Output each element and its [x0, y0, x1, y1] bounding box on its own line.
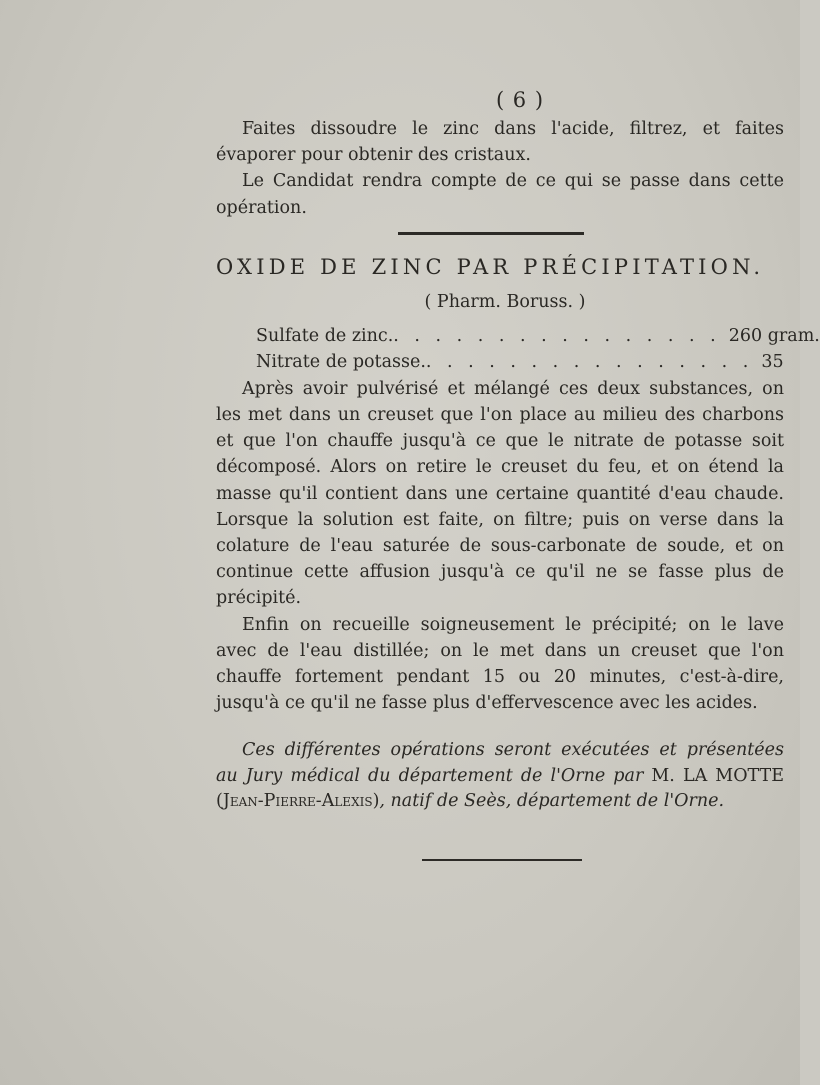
intro-paragraph-1: Faites dissoudre le zinc dans l'acide, filtrez, et faites évaporer pour obtenir des cristaux. [216, 119, 784, 166]
ingredient-name: Sulfate de zinc. [256, 325, 394, 346]
page-number: ( 6 ) [495, 88, 545, 112]
ingredient-name: Nitrate de potasse. [256, 352, 426, 373]
ingredient-quantity: 35 [761, 352, 784, 373]
procedure-paragraph-2: Enfin on recueille soigneusement le précipité; on le lave avec de l'eau distillée; on le met dans un creuset que l'on chauffe fortement pendant 15 ou 20 minutes, c'est-à-dire, jusqu'à ce qu'il ne fasse plus d'effervescence avec les acides. [216, 614, 784, 714]
section-divider [398, 232, 584, 235]
ingredient-row [216, 323, 820, 350]
ingredient-leader-dots: . . . . . . . . . . . . . . . . [425, 352, 754, 373]
ingredient-list [216, 323, 820, 376]
closing-text-1: Ces différentes opérations seront exécutées et présentées au Jury médical du département de l'Orne par [216, 740, 784, 786]
section-heading: OXIDE DE ZINC PAR PRÉCIPITATION. [216, 254, 765, 279]
candidate-name: M. LA MOTTE [651, 765, 784, 786]
ingredient-quantity: 260 gram. [728, 325, 820, 346]
ingredient-row [216, 349, 784, 376]
candidate-full-name: (Jean-Pierre-Alexis) [216, 791, 380, 812]
end-divider [422, 859, 582, 861]
closing-text-2: , natif de Seès, département de l'Orne. [379, 791, 725, 812]
page-content [216, 88, 820, 861]
procedure-paragraph-1: Après avoir pulvérisé et mélangé ces deux substances, on les met dans un creuset que l'on place au milieu des charbons et que l'on chauffe jusqu'à ce que le nitrate de potasse soit décomposé. Alors on retire le creuset du feu, et on étend la masse qu'il contient dans une certaine quantité d'eau chaude. Lorsque la solution est faite, on filtre; puis on verse dans la colature de l'eau saturée de sous-carbonate de soude, et on continue cette affusion jusqu'à ce qu'il ne se fasse plus de précipité. [216, 378, 784, 609]
intro-paragraph-2: Le Candidat rendra compte de ce qui se passe dans cette opération. [216, 171, 784, 218]
ingredient-leader-dots: . . . . . . . . . . . . . . . . [393, 325, 721, 346]
closing-statement [216, 738, 784, 815]
section-source: ( Pharm. Boruss. ) [424, 291, 586, 312]
